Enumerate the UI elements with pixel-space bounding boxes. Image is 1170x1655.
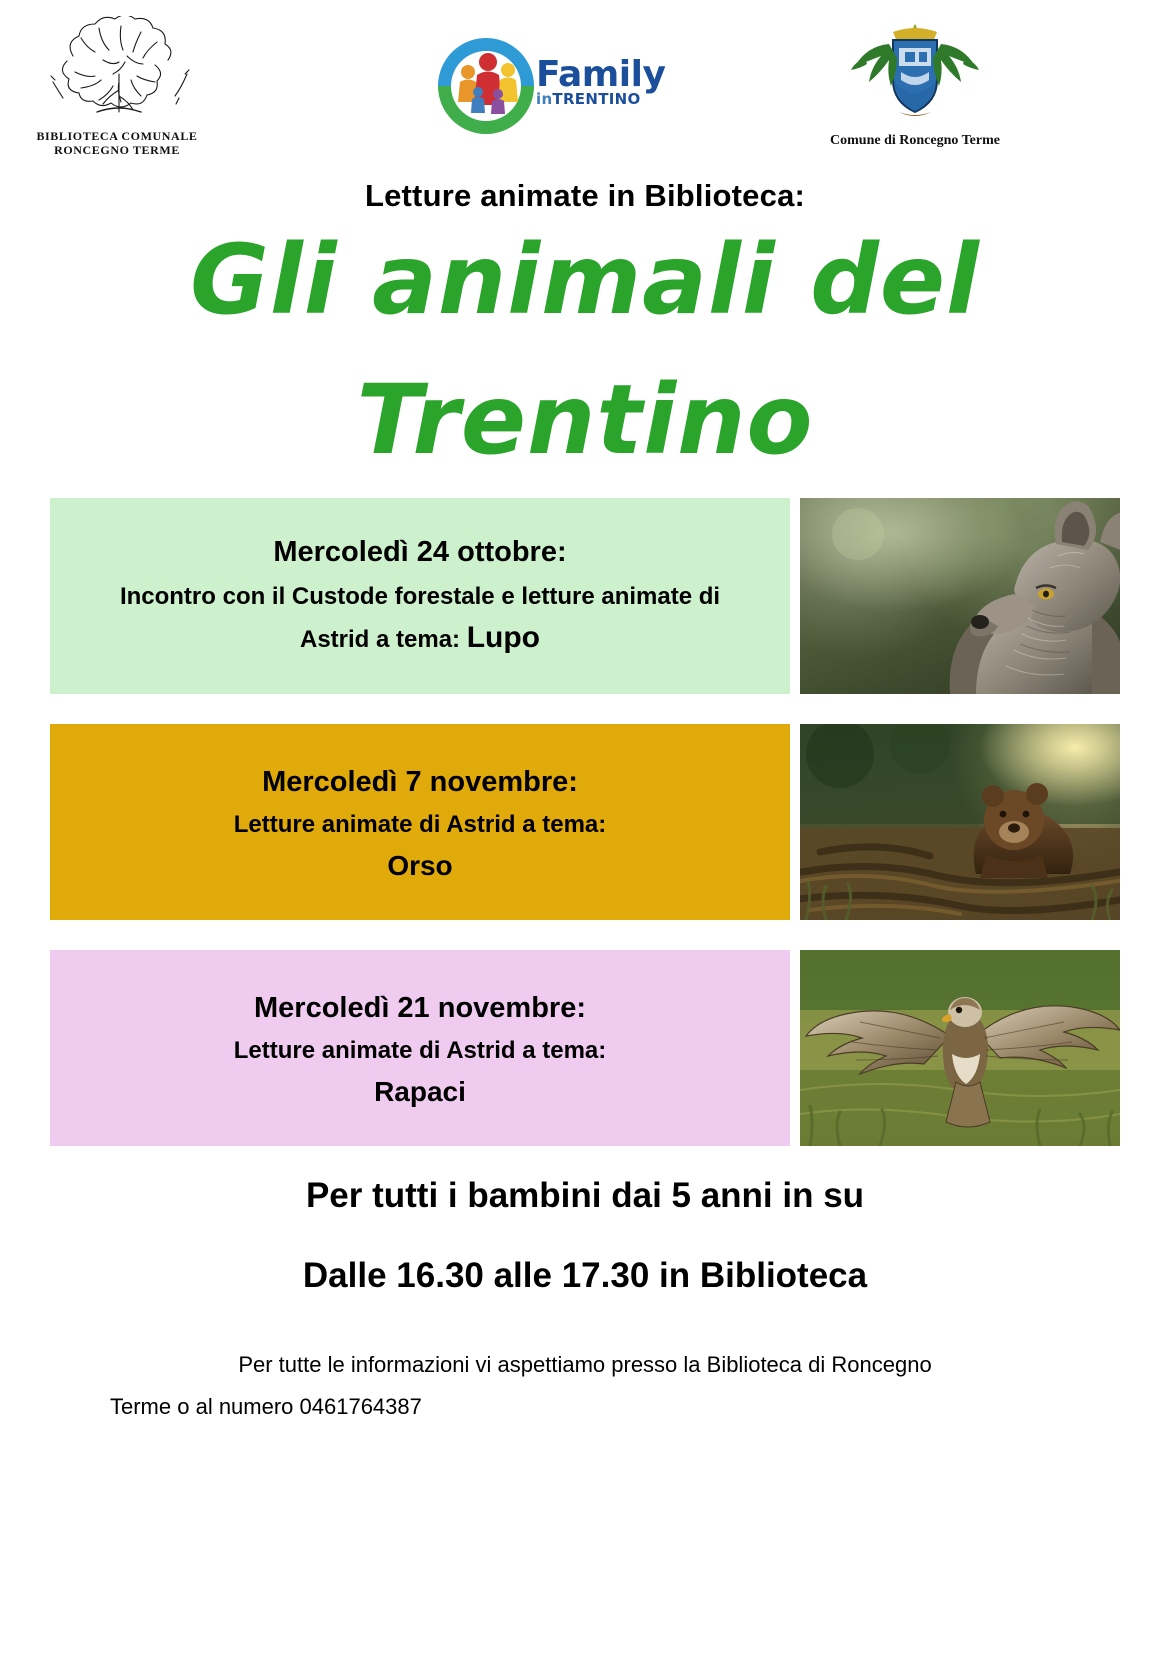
footer-info-line2: Terme o al numero 0461764387 <box>110 1393 422 1419</box>
footer-time-line: Dalle 16.30 alle 17.30 in Biblioteca <box>302 1256 868 1295</box>
raptor-photo <box>800 950 1120 1146</box>
event-lead-in: Astrid a tema: <box>299 626 461 653</box>
comune-logo-caption: Comune di Roncegno Terme <box>830 133 1000 148</box>
poster-title <box>0 224 1170 476</box>
event-description: Incontro con il Custode forestale e letture animate di <box>119 583 721 610</box>
event-theme: Rapaci <box>374 1075 466 1107</box>
event-theme: Lupo <box>466 621 541 654</box>
family-logo-sub-region: TRENTINO <box>552 90 641 109</box>
event-description: Letture animate di Astrid a tema: <box>233 811 607 839</box>
family-group-icon <box>432 34 540 138</box>
event-row <box>0 724 1170 920</box>
footer-info <box>0 1344 1170 1428</box>
wolf-photo <box>800 498 1120 694</box>
event-row <box>0 950 1170 1146</box>
footer-age-line: Per tutti i bambini dai 5 anni in su <box>305 1176 865 1215</box>
family-in-trentino-logo <box>432 34 682 144</box>
raptor-illustration <box>800 950 1120 1146</box>
poster-header <box>0 0 1170 172</box>
event-panel-lupo <box>50 498 790 694</box>
poster-kicker: Letture animate in Biblioteca: <box>364 178 806 213</box>
event-panel-orso <box>50 724 790 920</box>
event-date: Mercoledì 21 novembre: <box>254 992 586 1025</box>
wolf-illustration <box>800 498 1120 694</box>
event-panel-rapaci <box>50 950 790 1146</box>
event-theme: Orso <box>387 849 453 881</box>
events-list <box>0 498 1170 1146</box>
footer-info-line1: Per tutte le informazioni vi aspettiamo presso la Biblioteca di Roncegno <box>238 1352 932 1377</box>
family-logo-sub-in: in <box>536 90 553 109</box>
library-logo <box>22 16 212 158</box>
bear-photo <box>800 724 1120 920</box>
library-caption-line1: BIBLIOTECA COMUNALE <box>36 129 198 143</box>
poster-title-line1: Gli animali del <box>190 224 980 336</box>
poster-title-line2: Trentino <box>356 364 814 476</box>
tree-icon <box>37 16 197 128</box>
event-row <box>0 498 1170 694</box>
event-description: Letture animate di Astrid a tema: <box>233 1037 607 1065</box>
library-caption-line2: RONCEGNO TERME <box>54 142 180 157</box>
poster-footer <box>0 1176 1170 1428</box>
comune-logo <box>800 14 1030 149</box>
bear-illustration <box>800 724 1120 920</box>
event-date: Mercoledì 24 ottobre: <box>273 536 567 568</box>
family-logo-main: Family <box>536 54 666 95</box>
family-logo-text <box>536 54 666 109</box>
event-description-block <box>66 579 774 660</box>
event-date: Mercoledì 7 novembre: <box>262 766 578 799</box>
coat-of-arms-icon <box>835 14 995 124</box>
library-logo-caption <box>22 130 212 158</box>
